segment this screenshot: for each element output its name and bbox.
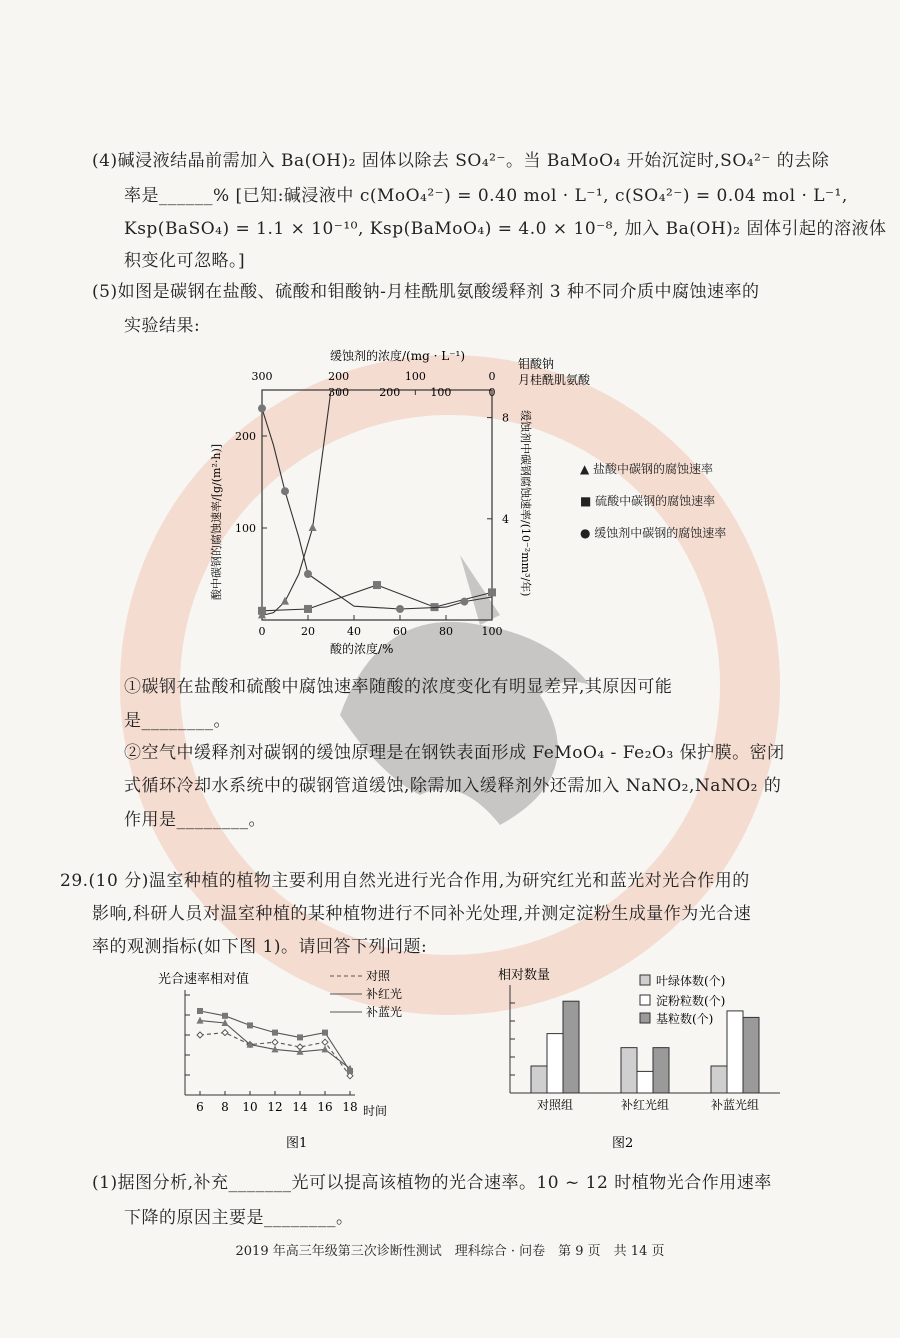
y-right-tick-label: 4 [502, 512, 509, 526]
fig1-point-control [272, 1039, 278, 1045]
y-right-tick-label: 8 [502, 411, 509, 425]
top-right-label: 月桂酰肌氨酸 [518, 373, 591, 387]
x-tick-label: 20 [301, 625, 315, 638]
fig1-ylabel: 光合速率相对值 [158, 972, 250, 987]
point-h2so4 [258, 607, 266, 615]
fig1-x-tick-label: 16 [317, 1100, 333, 1114]
fig1-point-red [247, 1022, 253, 1028]
fig2-bar [563, 1001, 579, 1093]
top-left-label: 钼酸钠 [518, 357, 555, 371]
y-left-tick-label: 200 [235, 430, 256, 443]
fig2-legend-label: 淀粉粒数(个) [656, 994, 726, 1008]
q29-line3: 率的观测指标(如下图 1)。请回答下列问题: [92, 937, 428, 957]
fig1-x-tick-label: 14 [292, 1100, 308, 1114]
fig1-x-tick-label: 18 [342, 1100, 358, 1114]
fig2-bar [743, 1017, 759, 1093]
fig2-legend-swatch [640, 1013, 650, 1023]
point-inhibitor [460, 598, 468, 606]
fig2-legend-label: 叶绿体数(个) [656, 974, 726, 988]
fig1-point-red [222, 1013, 228, 1019]
sub-b-line2: 式循环冷却水系统中的碳钢管道缓蚀,除需加入缓释剂外还需加入 NaNO₂,NaNO₂ 的 [124, 776, 782, 796]
fig2-ylabel: 相对数量 [498, 968, 551, 983]
fig2-category-label: 补红光组 [620, 1098, 670, 1112]
top-axis-title: 缓蚀剂的浓度/(mg · L⁻¹) [330, 349, 466, 363]
q4-line1: (4)碱浸液结晶前需加入 Ba(OH)₂ 固体以除去 SO₄²⁻。当 BaMoO₄ 开始沉淀时,SO₄²⁻ 的去除 [92, 151, 830, 171]
fig2-caption: 图2 [612, 1136, 634, 1151]
fig1-caption: 图1 [286, 1136, 308, 1151]
point-h2so4 [488, 588, 496, 596]
figure2-chart [490, 965, 790, 1155]
fig1-point-blue [322, 1045, 329, 1052]
top2-tick-label: 200 [379, 386, 401, 399]
fig2-bar [547, 1034, 563, 1093]
x-tick-label: 0 [258, 625, 266, 638]
q1-line2: 下降的原因主要是________。 [124, 1208, 354, 1228]
fig1-point-red [322, 1030, 328, 1036]
top1-tick-label: 300 [251, 370, 273, 383]
x-tick-label: 100 [481, 625, 503, 638]
q5-line2: 实验结果: [124, 316, 201, 336]
sub-b-line1: ②空气中缓释剂对碳钢的缓蚀原理是在钢铁表面形成 FeMoO₄ - Fe₂O₃ 保护膜。密闭 [124, 743, 785, 763]
fig2-legend-swatch [640, 975, 650, 985]
fig1-point-control [197, 1032, 203, 1038]
fig1-x-tick-label: 8 [221, 1100, 229, 1114]
fig1-legend-label: 补蓝光 [366, 1005, 403, 1019]
sub-a-line1: ①碳钢在盐酸和硫酸中腐蚀速率随酸的浓度变化有明显差异,其原因可能 [124, 677, 673, 697]
fig1-point-control [322, 1039, 328, 1045]
point-h2so4 [304, 605, 312, 613]
top1-tick-label: 0 [488, 370, 496, 383]
point-h2so4 [373, 581, 381, 589]
x-tick-label: 40 [347, 625, 361, 638]
q29-line2: 影响,科研人员对温室种植的某种植物进行不同补光处理,并测定淀粉生成量作为光合速 [92, 904, 752, 924]
point-inhibitor [396, 605, 404, 613]
fig1-legend-label: 补红光 [366, 987, 403, 1001]
fig1-x-tick-label: 12 [267, 1100, 283, 1114]
q4-line3: Ksp(BaSO₄) = 1.1 × 10⁻¹⁰, Ksp(BaMoO₄) = 4.0 × 10⁻⁸, 加入 Ba(OH)₂ 固体引起的溶液体 [124, 219, 887, 239]
sub-b-line3: 作用是________。 [124, 810, 266, 830]
sub-a-line2: 是________。 [124, 711, 231, 731]
figure1-chart [150, 965, 460, 1155]
top2-tick-label: 300 [328, 386, 350, 399]
fig1-point-red [297, 1034, 303, 1040]
y-left-label: 酸中碳钢的腐蚀速率/[g/(m²·h)] [210, 443, 223, 600]
series-line-0 [262, 390, 331, 615]
fig1-legend-label: 对照 [366, 969, 391, 983]
fig1-xlabel: 时间 [363, 1104, 388, 1118]
fig2-bar [653, 1048, 669, 1093]
fig2-category-label: 对照组 [536, 1098, 574, 1112]
y-left-tick-label: 100 [235, 522, 256, 535]
fig2-bar [727, 1011, 743, 1093]
point-inhibitor [281, 487, 289, 495]
top2-tick-label: 0 [488, 386, 496, 399]
fig1-point-control [222, 1030, 228, 1036]
fig2-bar [531, 1066, 547, 1093]
fig1-point-red [272, 1030, 278, 1036]
point-inhibitor [304, 570, 312, 578]
fig2-category-label: 补蓝光组 [710, 1098, 760, 1112]
q4-line4: 积变化可忽略。] [124, 251, 246, 271]
top1-tick-label: 200 [328, 370, 350, 383]
point-inhibitor [258, 404, 266, 412]
legend-hcl: ▲ 盐酸中碳钢的腐蚀速率 [580, 462, 714, 476]
point-hcl [309, 523, 317, 531]
y-right-label: 缓蚀剂中碳钢腐蚀速率/(10⁻²mm³/年) [519, 410, 532, 597]
q29-line1: 29.(10 分)温室种植的植物主要利用自然光进行光合作用,为研究红光和蓝光对光合作用的 [60, 871, 750, 891]
x-tick-label: 60 [393, 625, 407, 638]
page-footer: 2019 年高三年级第三次诊断性测试 理科综合 · 问卷 第 9 页 共 14 页 [235, 1244, 665, 1259]
x-tick-label: 80 [439, 625, 453, 638]
x-axis-label: 酸的浓度/% [330, 642, 394, 656]
fig1-x-tick-label: 6 [196, 1100, 204, 1114]
fig2-bar [711, 1066, 727, 1093]
legend-inhibitor: ● 缓蚀剂中碳钢的腐蚀速率 [580, 526, 727, 540]
top2-tick-label: 100 [430, 386, 452, 399]
fig1-point-blue [197, 1017, 204, 1024]
point-hcl [281, 597, 289, 605]
q4-line2: 率是______% [已知:碱浸液中 c(MoO₄²⁻) = 0.40 mol · L⁻¹, c(SO₄²⁻) = 0.04 mol · L⁻¹, [124, 186, 848, 206]
q1-line1: (1)据图分析,补充_______光可以提高该植物的光合速率。10 ~ 12 时植物光合作用速率 [92, 1173, 772, 1193]
top1-tick-label: 100 [404, 370, 426, 383]
legend-h2so4: ■ 硫酸中碳钢的腐蚀速率 [580, 494, 716, 508]
fig2-bar [621, 1048, 637, 1093]
fig2-bar [637, 1071, 653, 1093]
fig1-x-tick-label: 10 [242, 1100, 258, 1114]
fig2-legend-label: 基粒数(个) [656, 1012, 714, 1026]
fig1-point-red [197, 1008, 203, 1014]
q5-line1: (5)如图是碳钢在盐酸、硫酸和钼酸钠-月桂酰肌氨酸缓释剂 3 种不同介质中腐蚀速率的 [92, 282, 760, 302]
fig2-legend-swatch [640, 995, 650, 1005]
